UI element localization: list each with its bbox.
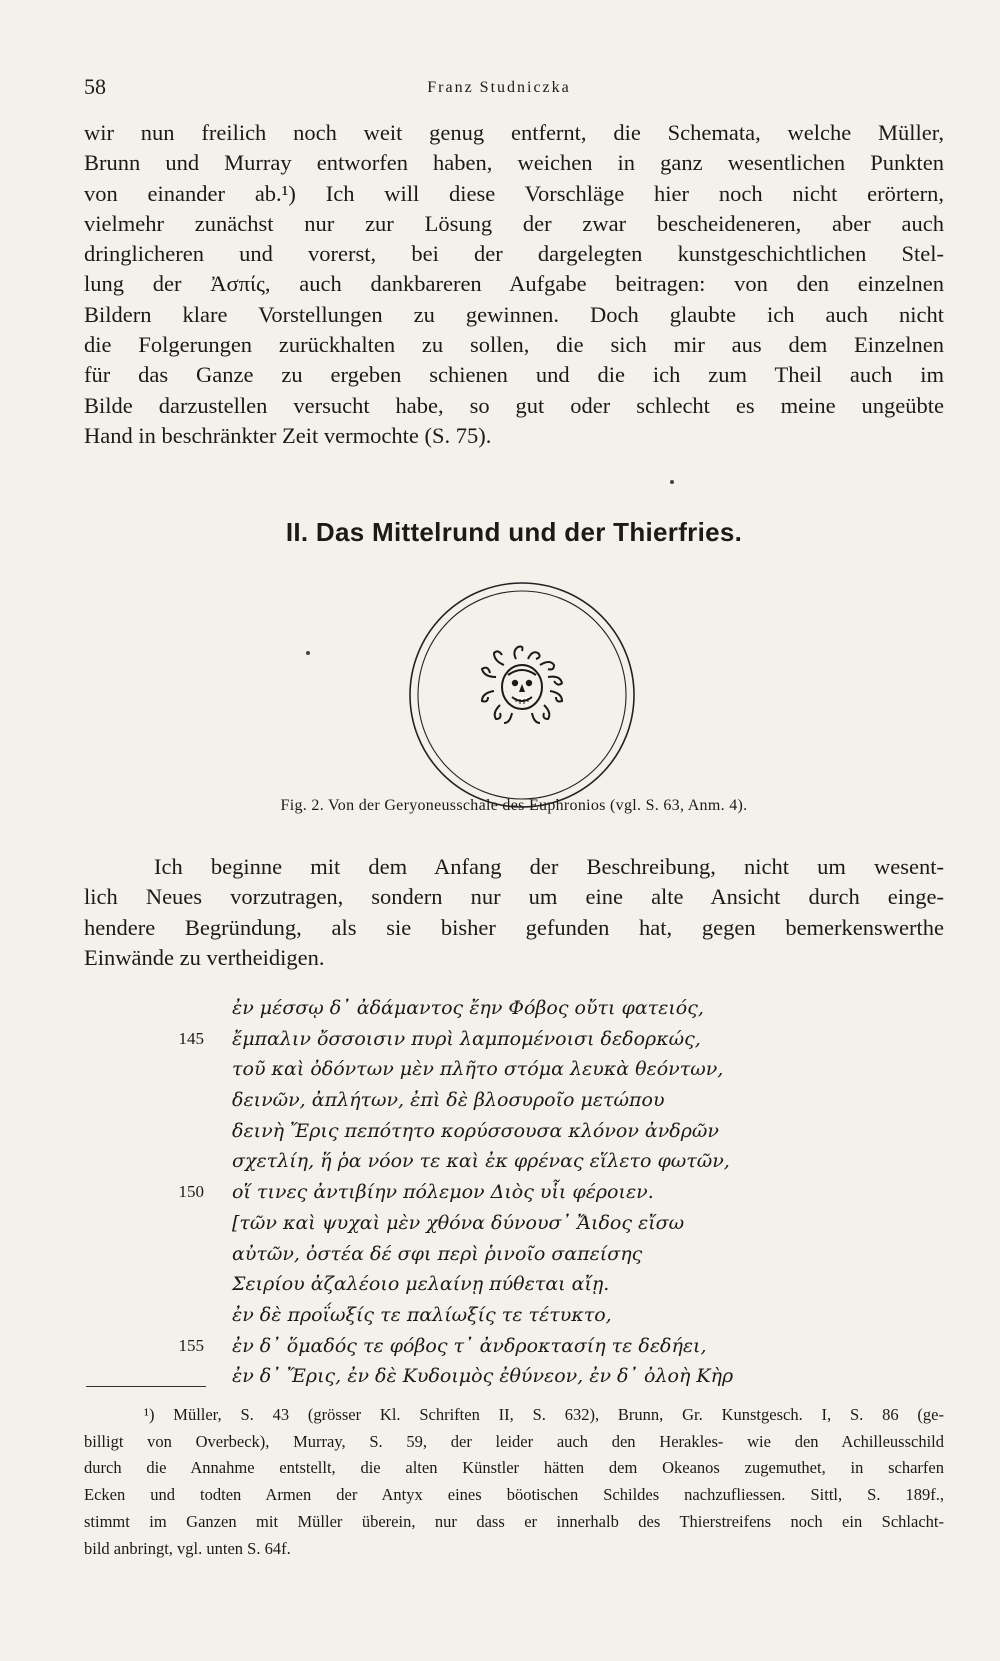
text-line: dringlicheren und vorerst, bei der dargelegten kunstgeschichtlichen Stel- <box>84 241 944 267</box>
text-line: wir nun freilich noch weit genug entfernt, die Schemata, welche Müller, <box>84 120 944 145</box>
body-paragraph <box>84 852 944 973</box>
verse-line <box>224 1085 944 1116</box>
verse-line <box>224 1300 944 1331</box>
greek-verse-block <box>178 993 944 1392</box>
text-line: die Folgerungen zurückhalten zu sollen, die sich mir aus dem Einzelnen <box>84 332 944 358</box>
text-line: Brunn und Murray entworfen haben, weichen in ganz wesentlichen Punkten <box>84 150 944 176</box>
verse-text: αὐτῶν, ὀστέα δέ σφι περὶ ῥινοῖο σαπείσης <box>232 1242 643 1265</box>
footnote-line: ¹) Müller, S. 43 (grösser Kl. Schriften II, S. 632), Brunn, Gr. Kunstgesch. I, S. 86 (ge- <box>144 1405 944 1424</box>
verse-line <box>224 1054 944 1085</box>
verse-text: τοῦ καὶ ὀδόντων μὲν πλῆτο στόμα λευκὰ θεόντων, <box>232 1058 724 1081</box>
text-line: Hand in beschränkter Zeit vermochte (S. 75). <box>84 422 492 448</box>
verse-number: 145 <box>178 1028 204 1048</box>
verse-text: ἐν μέσσῳ δ᾽ ἀδάμαντος ἔην Φόβος οὔτι φατειός, <box>232 997 704 1019</box>
ink-speck <box>306 651 310 655</box>
verse-line <box>224 1239 944 1270</box>
verse-line <box>178 1177 944 1208</box>
verse-line <box>224 1269 944 1300</box>
ink-speck <box>670 480 674 484</box>
verse-line <box>178 1331 944 1362</box>
running-title: Franz Studniczka <box>427 79 571 96</box>
verse-text: ἐν δ᾽ Ἔρις, ἐν δὲ Κυδοιμὸς ἐθύνεον, ἐν δ᾽ ὀλοὴ Κὴρ <box>232 1365 734 1388</box>
footnote-line: durch die Annahme entstellt, die alten Künstler hätten dem Okeanos zugemuthet, in scharfen <box>84 1458 944 1478</box>
verse-text: οἵ τινες ἀντιβίην πόλεμον Διὸς υἷι φέροιεν. <box>232 1181 654 1204</box>
verse-text: δεινῶν, ἀπλήτων, ἐπὶ δὲ βλοσυροῖο μετώπου <box>232 1089 665 1112</box>
text-line: Bilde darzustellen versucht habe, so gut oder schlecht es meine ungeübte <box>84 392 944 418</box>
figure-caption: Fig. 2. Von der Geryoneusschale des Euphronios (vgl. S. 63, Anm. 4). <box>280 797 748 814</box>
verse-text: δεινὴ Ἔρις πεπότητο κορύσσουσα κλόνον ἀνδρῶν <box>232 1119 719 1142</box>
verse-line <box>224 1146 944 1177</box>
verse-text: Σειρίου ἀζαλέοιο μελαίνῃ πύθεται αἴῃ. <box>232 1273 610 1296</box>
section-heading: II. Das Mittelrund und der Thierfries. <box>285 517 743 547</box>
footnote-line: Ecken und todten Armen der Antyx eines böotischen Schildes nachzufliessen. Sittl, S. 189f., <box>84 1485 944 1505</box>
text-line: Ich beginne mit dem Anfang der Beschreibung, nicht um wesent- <box>154 854 944 879</box>
page-number: 58 <box>84 74 106 99</box>
footnote <box>84 1402 944 1562</box>
text-line: von einander ab.¹) Ich will diese Vorschläge hier noch nicht erörtern, <box>84 180 944 206</box>
verse-line <box>224 1361 944 1392</box>
text-line: Bildern klare Vorstellungen zu gewinnen. Doch glaubte ich auch nicht <box>84 301 944 327</box>
text-line: vielmehr zunächst nur zur Lösung der zwar bescheideneren, aber auch <box>84 210 944 236</box>
verse-text: ἐν δὲ προΐωξίς τε παλίωξίς τε τέτυκτο, <box>232 1303 612 1326</box>
verse-line <box>178 1024 944 1055</box>
gorgoneion-figure <box>402 575 642 815</box>
text-line: lich Neues vorzutragen, sondern nur um eine alte Ansicht durch einge- <box>84 884 944 910</box>
verse-number: 155 <box>178 1335 204 1355</box>
gorgon-medallion-icon <box>402 575 642 815</box>
verse-text: ἔμπαλιν ὄσσοισιν πυρὶ λαμπομένοισι δεδορκώς, <box>232 1027 701 1050</box>
verse-text: σχετλίη, ἥ ῥα νόον τε καὶ ἐκ φρένας εἵλετο φωτῶν, <box>232 1150 730 1173</box>
text-line: hendere Begründung, als sie bisher gefunden hat, gegen bemerkenswerthe <box>84 914 944 940</box>
verse-text: ἐν δ᾽ ὅμαδός τε φόβος τ᾽ ἀνδροκτασίη τε δεδήει, <box>232 1334 707 1357</box>
verse-number: 150 <box>178 1182 204 1202</box>
intro-paragraph <box>84 118 944 451</box>
footnote-line: stimmt im Ganzen mit Müller überein, nur dass er innerhalb des Thierstreifens noch ein Schlacht- <box>84 1511 944 1531</box>
footnote-line: billigt von Overbeck), Murray, S. 59, der leider auch den Herakles- wie den Achilleusschild <box>84 1431 944 1451</box>
footnote-divider <box>86 1386 206 1387</box>
page-header <box>84 74 914 104</box>
text-line: für das Ganze zu ergeben schienen und die ich zum Theil auch im <box>84 362 944 388</box>
text-line: lung der Ἀσπίς, auch dankbareren Aufgabe beitragen: von den einzelnen <box>84 271 944 297</box>
verse-text: [τῶν καὶ ψυχαὶ μὲν χθόνα δύνουσ᾽ Ἄιδος εἴσω <box>232 1211 685 1234</box>
verse-line <box>224 1116 944 1147</box>
text-line: Einwände zu vertheidigen. <box>84 944 325 970</box>
footnote-line: bild anbringt, vgl. unten S. 64f. <box>84 1538 291 1558</box>
verse-line <box>224 993 944 1024</box>
verse-line <box>224 1208 944 1239</box>
